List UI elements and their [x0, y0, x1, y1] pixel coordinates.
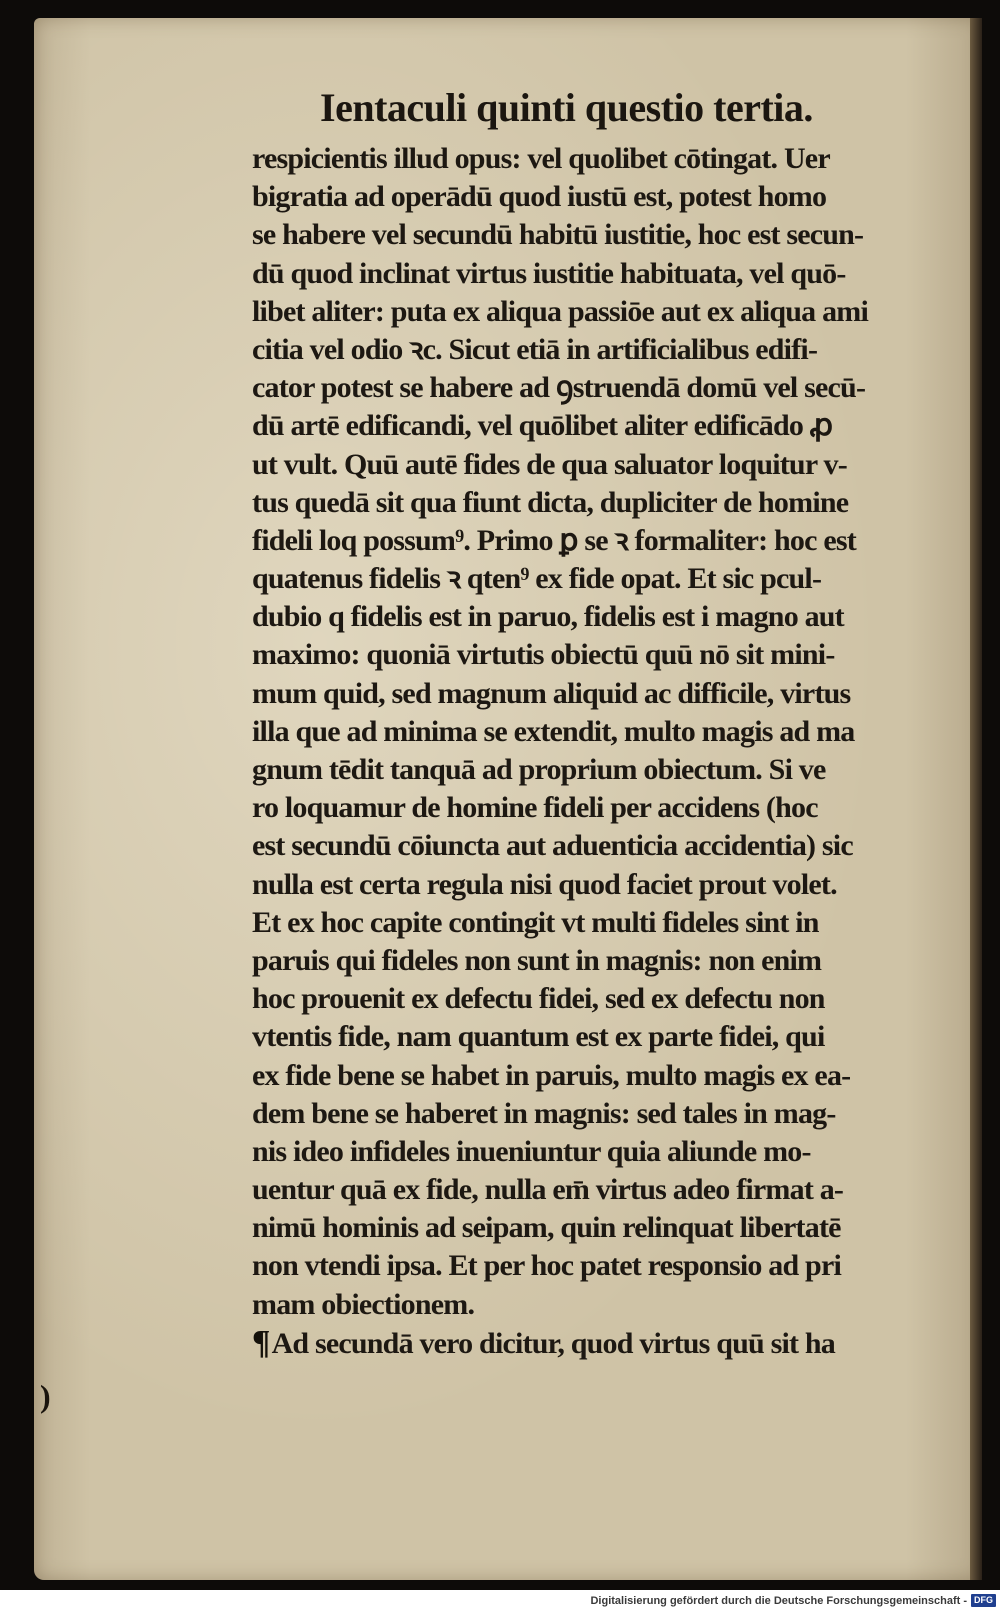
dfg-logo-icon: DFG [971, 1594, 996, 1607]
text-line: Et ex hoc capite contingit vt multi fideles sint in [252, 905, 819, 939]
text-line: dem bene se haberet in magnis: sed tales in mag- [252, 1096, 836, 1130]
text-line: se habere vel secundū habitū iustitie, hoc est secun- [252, 218, 864, 252]
running-heading: Ientaculi quinti questio tertia. [320, 85, 813, 130]
footer-credit-text: Digitalisierung gefördert durch die Deutsche Forschungsgemeinschaft - [590, 1594, 967, 1607]
text-line: nis ideo infideles inueniuntur quia aliunde mo- [252, 1134, 811, 1168]
text-line: cator potest se habere ad ꝯstruendā domū vel secū- [252, 371, 866, 405]
text-line: dū artē edificandi, vel quōlibet aliter edificādo ꝓ [252, 409, 833, 443]
text-line-last-text: Ad secundā vero dicitur, quod virtus quū sit ha [271, 1326, 835, 1360]
text-line: citia vel odio ꝛc. Sicut etiā in artificialibus edifi- [252, 332, 818, 366]
text-line: mam obiectionem. [252, 1287, 475, 1321]
text-line: dubio q fidelis est in paruo, fidelis est i magno aut [252, 600, 844, 634]
text-line: nimū hominis ad seipam, quin relinquat libertatē [252, 1211, 841, 1245]
text-line: ut vult. Quū autē fides de qua saluator loquitur v- [252, 447, 847, 481]
text-line: dū quod inclinat virtus iustitie habituata, vel quō- [252, 256, 846, 290]
text-block [252, 140, 972, 1362]
text-line: maximo: quoniā virtutis obiectū quū nō sit mini- [252, 638, 835, 672]
pilcrow-mark: ¶ [252, 1323, 270, 1361]
text-line: tus quedā sit qua fiunt dicta, dupliciter de homine [252, 485, 849, 519]
text-line: paruis qui fideles non sunt in magnis: non enim [252, 943, 822, 977]
text-line: ex fide bene se habet in paruis, multo magis ex ea- [252, 1058, 851, 1092]
text-line-last [252, 1324, 972, 1362]
text-line: bigratia ad operādū quod iustū est, potest homo [252, 180, 827, 214]
text-line: respicientis illud opus: vel quolibet cōtingat. Uer [252, 142, 830, 175]
text-line: ro loquamur de homine fideli per accidens (hoc [252, 791, 818, 825]
text-line: nulla est certa regula nisi quod faciet prout volet. [252, 867, 837, 901]
text-line: vtentis fide, nam quantum est ex parte fidei, qui [252, 1020, 825, 1054]
text-line: libet aliter: puta ex aliqua passiōe aut ex aliqua ami [252, 294, 868, 328]
text-line: non vtendi ipsa. Et per hoc patet responsio ad pri [252, 1249, 841, 1283]
text-line: quatenus fidelis ꝛ qten⁹ ex fide opat. Et sic pcul- [252, 562, 822, 596]
text-line: fideli loq possum⁹. Primo ꝑ se ꝛ formaliter: hoc est [252, 523, 856, 557]
text-line: uentur quā ex fide, nulla em̄ virtus adeo firmat a- [252, 1173, 844, 1207]
text-line: mum quid, sed magnum aliquid ac difficile, virtus [252, 676, 851, 710]
text-line: est secundū cōiuncta aut aduenticia accidentia) sic [252, 829, 853, 863]
text-line: illa que ad minima se extendit, multo magis ad ma [252, 714, 855, 748]
text-line: hoc prouenit ex defectu fidei, sed ex defectu non [252, 982, 825, 1016]
text-line: gnum tēdit tanquā ad proprium obiectum. Si ve [252, 753, 826, 786]
margin-mark: ) [40, 1378, 51, 1414]
footer-credit [590, 1594, 996, 1607]
